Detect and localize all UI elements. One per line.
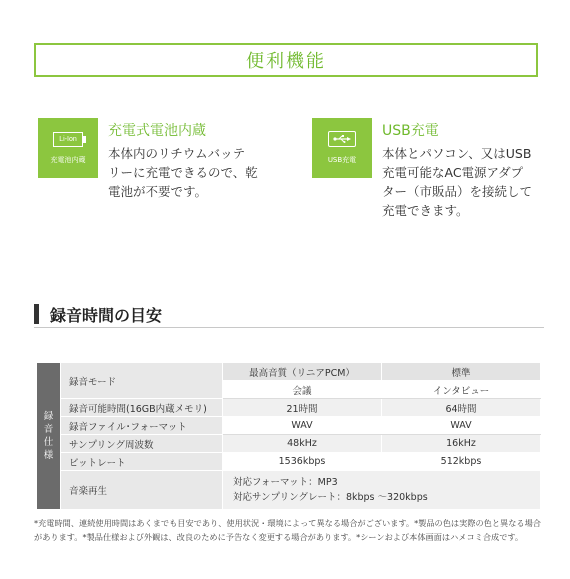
heading-bar bbox=[34, 304, 39, 324]
table-cell: WAV bbox=[223, 417, 382, 435]
usb-feature-icon bbox=[312, 118, 372, 178]
table-cell bbox=[223, 471, 541, 510]
feature-line: 充電できます。 bbox=[382, 203, 469, 218]
heading-text: 録音時間の目安 bbox=[50, 306, 163, 325]
battery-feature-icon bbox=[38, 118, 98, 178]
battery-icon-caption: 充電池内蔵 bbox=[50, 155, 86, 164]
table-cell: 16kHz bbox=[382, 435, 541, 453]
table-row bbox=[37, 399, 541, 417]
table-row-label: サンプリング周波数 bbox=[61, 435, 223, 453]
music-format-text: 対応フォーマット：MP3 bbox=[233, 477, 338, 488]
feature-title: USB充電 bbox=[382, 123, 439, 139]
column-header: 標準 bbox=[382, 363, 541, 381]
table-cell: WAV bbox=[382, 417, 541, 435]
table-cell: 64時間 bbox=[382, 399, 541, 417]
table-row bbox=[37, 471, 541, 510]
table-row bbox=[37, 417, 541, 435]
music-rate-text: 対応サンプリングレート：8kbps 〜320kbps bbox=[233, 492, 428, 503]
feature-line: 充電可能なAC電源アダプ bbox=[382, 165, 524, 180]
table-row-label: 録音可能時間(16GB内蔵メモリ) bbox=[61, 399, 223, 417]
table-row-label: 録音モード bbox=[61, 363, 223, 399]
section-title-box bbox=[34, 43, 538, 77]
feature-line: 電池が不要です。 bbox=[108, 184, 208, 199]
feature-line: ター（市販品）を接続して bbox=[382, 184, 533, 199]
feature-title: 充電式電池内蔵 bbox=[108, 123, 206, 139]
column-header: 最高音質（リニアPCM） bbox=[223, 363, 382, 381]
table-row-label: ビットレート bbox=[61, 453, 223, 471]
table-cell: インタビュー bbox=[382, 381, 541, 399]
table-cell: 48kHz bbox=[223, 435, 382, 453]
feature-line: 本体とパソコン、又はUSB bbox=[382, 146, 532, 161]
feature-battery bbox=[38, 118, 258, 201]
table-row bbox=[37, 435, 541, 453]
feature-line: リーに充電できるので、乾 bbox=[108, 165, 258, 180]
table-row-label: 音楽再生 bbox=[61, 471, 223, 510]
feature-usb bbox=[312, 118, 532, 220]
battery-icon-text: Li-Ion bbox=[59, 135, 77, 143]
battery-icon bbox=[53, 132, 83, 147]
table-cell: 1536kbps bbox=[223, 453, 382, 471]
table-cell: 会議 bbox=[223, 381, 382, 399]
usb-icon-caption: USB充電 bbox=[327, 156, 357, 164]
recording-time-heading bbox=[34, 302, 544, 328]
footnote: *充電時間、連続使用時間はあくまでも目安であり、使用状況・環境によって異なる場合がございます。*製品の色は実際の色と異なる場合があります。*製品仕様および外観は、改良のために予告なく変更する場合があります。*シーンおよび本体画面はハメコミ合成です。 bbox=[34, 518, 541, 542]
table-cell: 512kbps bbox=[382, 453, 541, 471]
table-cell: 21時間 bbox=[223, 399, 382, 417]
section-title: 便利機能 bbox=[246, 51, 326, 72]
table-row-label: 録音ファイル･フォーマット bbox=[61, 417, 223, 435]
recording-spec-table bbox=[36, 362, 541, 510]
usb-icon bbox=[328, 131, 356, 147]
feature-line: 本体内のリチウムバッテ bbox=[108, 146, 246, 161]
feature-description bbox=[382, 144, 532, 220]
feature-description bbox=[108, 144, 258, 201]
table-row bbox=[37, 453, 541, 471]
table-side-label: 録 音 仕 様 bbox=[37, 363, 61, 510]
